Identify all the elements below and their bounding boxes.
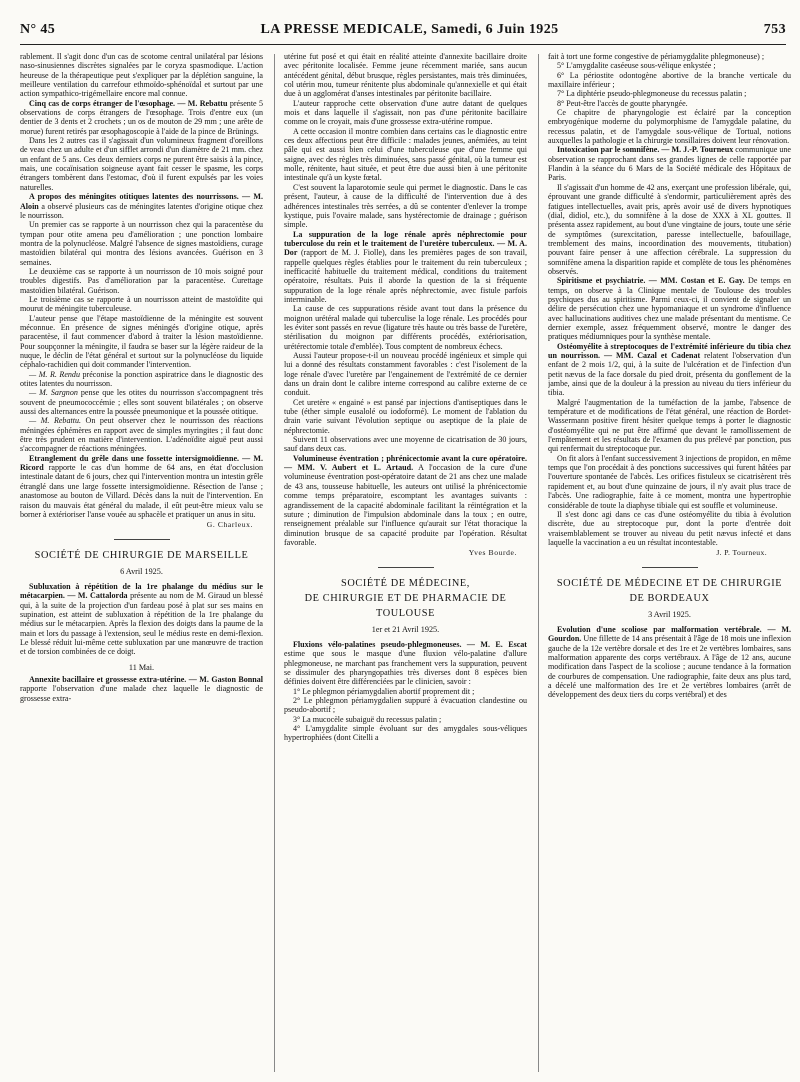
paragraph: Cet uretère « engainé » est pansé par injections d'antiseptiques dans le tube (éther simple eusalolé ou iodoformé). Le moment de l'ablation du drain varie suivant l'évolution septique ou aseptique de la plaie de néphrectomie. bbox=[284, 397, 527, 435]
paragraph: Dans les 2 autres cas il s'agissait d'un volumineux fragment d'oreillons de veau chez un adulte et d'un sifflet arrondi d'un diamètre de 21 mm. chez un enfant de 5 ans. Ces deux derniers corps ne purent être saisis à la pince, mais, une cocaïnisation soigneuse ayant fait cesser le spasme, les corps étrangers tombèrent dans l'estomac, d'où il furent expulsés par les voies naturelles. bbox=[20, 136, 263, 192]
item-heading: Subluxation à répétition de la 1re phalange du médius sur le métacarpien. — M. Cattalorda bbox=[20, 581, 263, 601]
paragraph: rablement. Il s'agit donc d'un cas de scotome central unilatéral par lésions naso-sinusiennes discrètes signalées par le coryza spasmodique. L'action heureuse de la thérapeutique peut s'expliquer par la déplétion sanguine, la meilleure ventilation du carrefour ethmoïdo-sphénoïdal et surtout par une action sympathico-trigémellaire encore mal connue. bbox=[20, 52, 263, 99]
list-item: 1° Le phlegmon périamygdalien abortif proprement dit ; bbox=[293, 686, 475, 696]
list-item: 7° La diphtérie pseudo-phlegmoneuse du recessus palatin ; bbox=[557, 89, 747, 99]
paragraph: L'auteur rapproche cette observation d'une autre datant de quelques mois et dans laquelle il s'agissait, non pas d'une péritonite bacillaire comme on le croyait, mais d'une grossesse extra-utérine rompue. bbox=[284, 98, 527, 127]
list-item: 3° La mucocèle subaiguë du recessus palatin ; bbox=[293, 714, 442, 724]
society-title-line: DE BORDEAUX bbox=[629, 592, 710, 604]
item-heading: La suppuration de la loge rénale après néphrectomie pour tuberculose du rein et le traitement de l'uretère tuberculeux. — M. A. Dor bbox=[284, 229, 527, 258]
speaker: — M. R. Rendu bbox=[29, 369, 80, 379]
paragraph: Un premier cas se rapporte à un nourrisson chez qui la paracentèse du tympan pour otite amena peu d'amélioration ; une ponction lombaire montra de la polynucléose. Malgré l'absence de signes mastoïdiens, curage mastoïdien bilatéral qui montra des lésions avancées. Guérison en 3 semaines. bbox=[20, 220, 263, 267]
author-signature: J. P. Tourneux. bbox=[716, 548, 767, 558]
column-3 bbox=[548, 52, 791, 1077]
column-1 bbox=[20, 52, 263, 1077]
paragraph: C'est souvent la laparotomie seule qui permet le diagnostic. Dans le cas présent, l'auteur, à cause de la difficulté de l'intervention due à des adhérences intestinales très serrées, a dû se contenter d'enlever la trompe kystique, puis l'ovaire malade, sans hystérectomie de drainage ; guérison simple. bbox=[284, 182, 527, 230]
paragraph: Spiritisme et psychiatrie. — MM. Costan et E. Gay. De temps en temps, on observe à la Clinique mentale de Toulouse des troubles psychiques dus au spiritisme. Parmi ceux-ci, il convient de signaler un délire de persécution chez une hypomaniaque et un syndrome d'influence avec hallucinations auditives chez une malade présentant du mentisme. Ce dernier exemple, assez fréquemment observé, montre le danger des pratiques médiumniques pour la synthèse mentale. bbox=[548, 276, 791, 342]
paragraph: Le deuxième cas se rapporte à un nourrisson de 10 mois soigné pour troubles digestifs. Pas d'amélioration par la paracentèse. Curettage mastoïdien bilatéral. Guérison. bbox=[20, 266, 263, 295]
column-rule bbox=[538, 54, 539, 1072]
article-columns bbox=[20, 52, 791, 1077]
item-heading: A propos des méningites otitiques latentes des nourrissons. — M. Aloin bbox=[20, 192, 263, 211]
session-date: 6 Avril 1925. bbox=[120, 566, 163, 576]
society-title: SOCIÉTÉ DE CHIRURGIE DE MARSEILLE bbox=[34, 549, 249, 561]
session-date: 3 Avril 1925. bbox=[648, 609, 691, 619]
issue-number: N° 45 bbox=[20, 22, 56, 37]
list-item: 8° Peut-être l'accès de goutte pharyngée. bbox=[557, 98, 688, 108]
paragraph: On fit alors à l'enfant successivement 3 injections de propidon, en même temps que l'on procédait à des ponctions successives qui furent hâtées par l'ouverture spontanée de l'abcès. Les orifices fistuleux se cicatrisèrent très rapidement et, au bout d'une quinzaine de jours, il n'y avait plus trace de l'abcès. Une radiographie, faite à ce moment, montra une hypertrophie considérable de toute la diaphyse tibiale qui est souffle et volumineuse. bbox=[548, 453, 791, 510]
session-date: 1er et 21 Avril 1925. bbox=[371, 624, 440, 634]
paragraph: Il s'agissait d'un homme de 42 ans, exerçant une profession libérale, qui, éprouvant une grande difficulté à s'endormir, particulièrement après des fatigues intellectuelles, avait pris, après avoir usé de divers hypnotiques (dial, didiol, etc.), du somnifène à la dose de XXX à XL gouttes. Il présenta assez rapidement, au bout d'une vingtaine de jours, toute une série de symptômes (surexcitation, paresse intellectuelle, bafouillage, tremblement des mains, incoordination des mouvements, titubation) pouvant faire penser à une affection cérébrale. La suppression du somnifène amena la disparition rapide et complète de tous les phénomènes observés. bbox=[548, 182, 791, 276]
paragraph: Il s'est donc agi dans ce cas d'une ostéomyélite du tibia à évolution discrète, due au streptocoque pur, dont la porte d'entrée doit vraisemblablement se trouver au niveau du petit nævus infecté et dans laquelle la vaccination a eu un résultat incontestable. bbox=[548, 509, 791, 547]
paragraph: A cette occasion il montre combien dans certains cas le diagnostic entre ces deux affections peut être difficile : malades jeunes, anémiées, au teint pâle qui est aussi bien celui d'une tuberculeuse que d'une femme qui saigne, avec des règles très diminuées, sans passé génital, où la tumeur est molle, rénitente, haut située, et peut être due aussi bien à une péritonite intestinale qu'à un kyste fœtal. bbox=[284, 126, 527, 183]
paragraph: — M. R. Rendu préconise la ponction aspiratrice dans le diagnostic des otites latentes du nourrisson. bbox=[20, 369, 263, 389]
paragraph: Aussi l'auteur propose-t-il un nouveau procédé ingénieux et simple qui lui a donné des résultats constamment favorables : c'est l'isolement de la loge rénale d'avec l'uretère par l'engainement de l'extrémité de ce dernier dans un drain dont le calibre interne correspond au calibre externe de ce conduit. bbox=[284, 351, 527, 398]
author-signature: Yves Bourde. bbox=[468, 548, 517, 558]
paragraph: Intoxication par le somnifène. — M. J.-P. Tourneux communique une observation se rapprochant dans ses grandes lignes de celle rapportée par Flandin à la séance du 6 Mars de la Société médicale des Hôpitaux de Paris. bbox=[548, 145, 791, 183]
column-2 bbox=[284, 52, 527, 1077]
list-item: 4° L'amygdalite simple évoluant sur des amygdales sous-véliques hypertrophiées (dont Citelli a bbox=[284, 724, 527, 743]
item-heading: Spiritisme et psychiatrie. — MM. Costan et E. Gay. bbox=[557, 276, 745, 286]
society-title-line: SOCIÉTÉ DE MÉDECINE ET DE CHIRURGIE bbox=[556, 577, 783, 589]
item-heading: Intoxication par le somnifène. — M. J.-P. Tourneux bbox=[557, 145, 734, 155]
paragraph: Malgré l'augmentation de la tuméfaction de la jambe, l'absence de température et de modifications de l'état général, une réaction de Bordet-Wassermann positive firent hésiter quelque temps à porter le diagnostic d'ostéomyélite qui ne put être affirmé que devant le ramollissement de l'empâtement et les résultats de l'examen du pus prélevé par ponction, pus qui renfermait du streptocoque pur. bbox=[548, 397, 791, 454]
paragraph: utérine fut posé et qui était en réalité atteinte d'annexite bacillaire droite avec péritonite localisée. Femme jeune récemment mariée, sans aucun antécédent génital, début brusque, règles persistantes, mais très diminuées, col utérin mou, tumeur rénitente plus abdominale qu'annexielle et qui était due à un agglomérat d'anses intestinales par péritonite bacillaire. bbox=[284, 52, 527, 99]
society-title-line: DE CHIRURGIE ET DE PHARMACIE DE TOULOUSE bbox=[304, 592, 507, 619]
paragraph: Subluxation à répétition de la 1re phalange du médius sur le métacarpien. — M. Cattalorda présente au nom de M. Giraud un blessé qui, à la suite de la projection d'un fardeau posé à plat sur ses mains en supination, est atteint de subluxation à répétition de la 1re phalange du médius sur le métacarpien. Après la flexion des doigts dans la paume de la main et lors du passage à l'extension, seul le médius reste en demi-flexion. Le blessé réduit lui-même cette subluxation par une manœuvre de traction et de torsion combinées de ce doigt. bbox=[20, 581, 263, 657]
page-header bbox=[20, 22, 786, 45]
column-rule bbox=[274, 54, 275, 1072]
paragraph: Annexite bacillaire et grossesse extra-utérine. — M. Gaston Bonnal rapporte l'observation d'une malade chez laquelle le diagnostic de grossesse extra- bbox=[20, 674, 263, 703]
paragraph: Volumineuse éventration ; phrénicectomie avant la cure opératoire. — MM. V. Aubert et L. Artaud. A l'occasion de la cure d'une volumineuse éventration post-opératoire datant de 21 ans chez une malade de 43 ans, tousseuse habituelle, les auteurs ont utilisé la phrénicectomie comme temps préparatoire, escomptant les avantages suivants : agrandissement de la capacité abdominale facilitant la réintégration et la suture ; diminution de l'impulsion abdominale dans la toux ; en outre, renseignement préalable sur l'influence qu'aurait sur l'état thoracique la diminution brusque de sa capacité produite par l'opération. Résultat favorable. bbox=[284, 453, 527, 547]
item-heading: Ostéomyélite à streptocoques de l'extrémité inférieure du tibia chez un nourrisson. — MM. Cazal et Cadenat bbox=[548, 341, 791, 360]
item-heading: Evolution d'une scoliose par malformation vertébrale. — M. Gourdon. bbox=[548, 624, 791, 644]
paragraph: fait à tort une forme congestive de périamygdalite phlegmoneuse) ; bbox=[548, 52, 765, 61]
society-title bbox=[548, 576, 791, 606]
speaker: — M. Rebattu. bbox=[29, 416, 81, 426]
society-title bbox=[284, 576, 527, 621]
author-signature: G. Charleux. bbox=[206, 520, 253, 530]
paragraph: Suivent 11 observations avec une moyenne de cicatrisation de 30 jours, sauf dans deux cas. bbox=[284, 435, 527, 454]
paragraph: Ce chapitre de pharyngologie est éclairé par la conception embryogénique moderne du polymorphisme de l'amygdale palatine, du recessus palatin, et de l'amygdale sous-vélique de Tortual, notions auxquelles la pathologie et la chirurgie tonsillaires doivent leur rénovation. bbox=[548, 108, 791, 146]
separator bbox=[378, 567, 434, 568]
list-item: 2° Le phlegmon périamygdalien suppuré à évacuation clandestine ou pseudo-abortif ; bbox=[284, 695, 527, 715]
session-date: 11 Mai. bbox=[128, 662, 155, 672]
page-number: 753 bbox=[763, 22, 786, 37]
list-item: 6° La périostite odontogène abortive de la branche verticale du maxillaire inférieur ; bbox=[548, 70, 791, 90]
speaker: — M. Sargnon bbox=[29, 388, 78, 398]
paragraph: Le troisième cas se rapporte à un nourrisson atteint de mastoïdite qui mourut de méningite tuberculeuse. bbox=[20, 294, 263, 314]
item-heading: Annexite bacillaire et grossesse extra-utérine. — M. Gaston Bonnal bbox=[29, 674, 263, 684]
paragraph: L'auteur pense que l'étape mastoïdienne de la méningite est souvent méconnue. En présence de signes méningés d'origine otique, après paracentèse, il faut commencer d'abord à traiter la lésion mastoïdienne. Pour soupçonner la méningite, il faudra se baser sur la légère raideur de la nuque, le déclin de l'état général et surtout sur la polynucléose du liquide céphalo-rachidien qui doit commander l'intervention. bbox=[20, 313, 263, 370]
item-heading: Fluxions vélo-palatines pseudo-phlegmoneuses. — M. E. Escat bbox=[293, 639, 527, 649]
paragraph: La suppuration de la loge rénale après néphrectomie pour tuberculose du rein et le traitement de l'uretère tuberculeux. — M. A. Dor (rapport de M. J. Fiolle), dans les premières pages de son travail, rappelle quelques règles établies pour le traitement du rein tuberculeux ; inefficacité habituelle du traitement médical, conditions du traitement opératoire, résultats. Puis il aborde la question de la si fréquente suppuration de la loge rénale après néphrectomie, avec fistule parfois interminable. bbox=[284, 229, 527, 304]
paragraph: Etranglement du grêle dans une fossette intersigmoïdienne. — M. Ricord rapporte le cas d'un homme de 64 ans, en état d'occlusion intestinale datant de 6 jours, chez qui l'intervention montra un intestin grêle étranglé dans une large fossette intersigmoïdienne. Résection de l'anse ; anastomose au bouton de Villard. Décès dans la nuit de l'intervention. En raison du mauvais état général du malade, il eût peut-être mieux valu se borner à extérioriser l'anse vouée au sphacèle et pratiquer un anus in situ. bbox=[20, 453, 263, 519]
separator bbox=[642, 567, 698, 568]
item-heading: Volumineuse éventration ; phrénicectomie avant la cure opératoire. — MM. V. Aubert et L. Artaud. bbox=[284, 453, 527, 473]
item-heading: Etranglement du grêle dans une fossette intersigmoïdienne. — M. Ricord bbox=[20, 453, 263, 473]
paragraph: Cinq cas de corps étranger de l'œsophage. — M. Rebattu présente 5 observations de corps étrangers de l'œsophage. Trois d'entre eux (un dentier de 3 dents et 2 crochets ; un os de mouton de 29 mm ; une arête de morue) furent retirés par œsophagoscopie à l'aide de la pince de Brünings. bbox=[20, 98, 263, 136]
paragraph: Evolution d'une scoliose par malformation vertébrale. — M. Gourdon. Une fillette de 14 ans présentait à l'âge de 18 mois une inflexion gauche de la 12e vertèbre dorsale et des 1re et 2e vertèbres lombaires, sans malformation apparente des corps vertébraux. A l'âge de 12 ans, aucune modification dans l'aspect de la scoliose ; aucune tendance à la formation de courbures de compensation. Une radiographie, faite deux ans plus tard, a décelé une malformation des 1re et 2e vertèbres lombaires (arrêt de développement des deux tiers du corps vertébral) et des bbox=[548, 624, 791, 700]
paragraph: Fluxions vélo-palatines pseudo-phlegmoneuses. — M. E. Escat estime que sous le masque d'une fluxion vélo-palatine d'allure phlegmoneuse, ne marchant pas franchement vers la suppuration, peuvent se dissimuler des pharyngopathies très diverses dont 8 espèces bien définies doivent être différenciées par le clinicien, savoir : bbox=[284, 639, 527, 687]
paragraph: — M. Rebattu. On peut observer chez le nourrisson des réactions méningées éphémères en rapport avec de simples myringites ; il faut donc être très prudent en matière d'intervention. L'adénoïdite aiguë peut aussi s'accompagner de réactions méningées. bbox=[20, 416, 263, 454]
list-item: 5° L'amygdalite caséeuse sous-vélique enkystée ; bbox=[557, 61, 716, 71]
society-title-line: SOCIÉTÉ DE MÉDECINE, bbox=[341, 577, 470, 589]
paragraph: — M. Sargnon pense que les otites du nourrisson s'accompagnent très souvent de pneumococcémie ; elles sont souvent bilatérales ; on observe aussi des alternances entre la poussée pneumonique et la poussée otitique. bbox=[20, 388, 263, 417]
journal-title: LA PRESSE MEDICALE, Samedi, 6 Juin 1925 bbox=[260, 22, 559, 37]
item-heading: Cinq cas de corps étranger de l'œsophage. — M. Rebattu bbox=[29, 98, 228, 108]
paragraph: Ostéomyélite à streptocoques de l'extrémité inférieure du tibia chez un nourrisson. — MM. Cazal et Cadenat relatent l'observation d'un enfant de 2 mois 1/2, qui, à la suite de l'ulcération et de l'infection d'un petit nævus de la face dorsale du pied droit, présenta du gonflement de la jambe, ainsi que de la douleur à la pression au niveau du tiers inférieur du tibia. bbox=[548, 341, 791, 398]
separator bbox=[114, 539, 170, 540]
paragraph: La cause de ces suppurations réside avant tout dans la présence du moignon urétéral malade qui tuberculise la loge rénale. Les procédés pour les éviter sont passés en revue (ligature très haute ou très basse de l'uretère, stérilisation du moignon par différents procédés, extériorisation, urétérectomie totale d'emblée). Tous comptent de nombreux échecs. bbox=[284, 304, 527, 351]
paragraph: A propos des méningites otitiques latentes des nourrissons. — M. Aloin a observé plusieurs cas de méningites latentes d'origine otique chez le nourrisson. bbox=[20, 192, 263, 220]
